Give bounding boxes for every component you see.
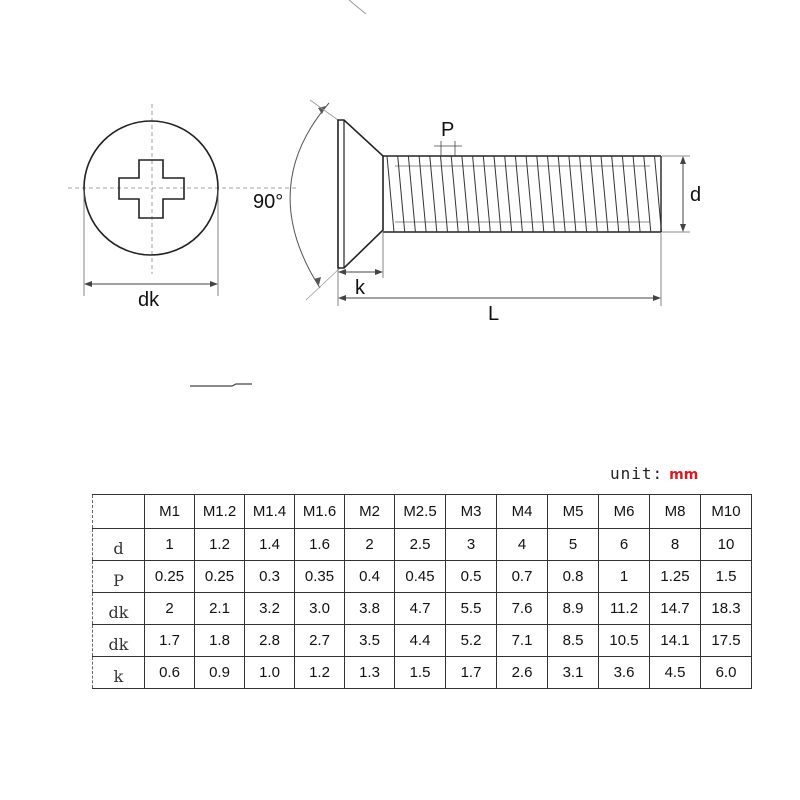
thread-crest: [441, 156, 448, 232]
size-header-cell: M5: [548, 495, 599, 529]
unit-value: mm: [669, 467, 699, 483]
spec-row: [93, 657, 752, 689]
thread-crest: [558, 156, 565, 232]
spec-cell: 10: [701, 529, 752, 561]
spec-cell: 2.1: [195, 593, 245, 625]
stray-mark-middle: [190, 384, 252, 386]
spec-cell: 1.6: [295, 529, 345, 561]
thread-crest: [569, 156, 576, 232]
spec-cell: 10.5: [599, 625, 650, 657]
spec-cell: 3.5: [345, 625, 395, 657]
spec-cell: 17.5: [701, 625, 752, 657]
spec-row: [93, 593, 752, 625]
spec-cell: 1.4: [245, 529, 295, 561]
thread-crest: [462, 156, 469, 232]
d-label: d: [690, 184, 702, 206]
spec-cell: 4.5: [650, 657, 701, 689]
thread-crest: [473, 156, 480, 232]
stray-mark-top: [349, 0, 366, 14]
thread-crest: [387, 156, 394, 232]
spec-cell: 0.35: [295, 561, 345, 593]
spec-cell: 2.8: [245, 625, 295, 657]
spec-cell: 1: [145, 529, 195, 561]
thread-crest: [612, 156, 619, 232]
spec-cell: 2: [345, 529, 395, 561]
thread-crest: [644, 156, 651, 232]
spec-cell: 0.9: [195, 657, 245, 689]
row-label: dk: [93, 593, 145, 625]
spec-cell: 14.7: [650, 593, 701, 625]
spec-table: [92, 494, 752, 689]
spec-cell: 18.3: [701, 593, 752, 625]
spec-cell: 1: [599, 561, 650, 593]
spec-cell: 5.5: [446, 593, 497, 625]
spec-cell: 0.6: [145, 657, 195, 689]
spec-cell: 3.1: [548, 657, 599, 689]
dk-label: dk: [138, 289, 160, 311]
spec-cell: 0.25: [195, 561, 245, 593]
spec-row: [93, 625, 752, 657]
thread-lines: [387, 156, 662, 232]
thread-crest: [580, 156, 587, 232]
thread-crest: [419, 156, 426, 232]
spec-cell: 3.0: [295, 593, 345, 625]
spec-cell: 1.8: [195, 625, 245, 657]
spec-cell: 8: [650, 529, 701, 561]
size-header-cell: M3: [446, 495, 497, 529]
size-header-cell: M1: [145, 495, 195, 529]
thread-crest: [590, 156, 597, 232]
spec-cell: 1.2: [295, 657, 345, 689]
spec-cell: 3.6: [599, 657, 650, 689]
size-header-cell: M1.2: [195, 495, 245, 529]
spec-cell: 1.0: [245, 657, 295, 689]
spec-cell: 4.7: [395, 593, 446, 625]
spec-cell: 1.7: [446, 657, 497, 689]
spec-table-body: [93, 495, 752, 689]
row-label: k: [93, 657, 145, 689]
spec-cell: 1.25: [650, 561, 701, 593]
size-header-cell: M4: [497, 495, 548, 529]
thread-crest: [601, 156, 608, 232]
size-header-cell: M2.5: [395, 495, 446, 529]
k-label: k: [355, 277, 365, 299]
thread-crest: [483, 156, 490, 232]
row-label: dk: [93, 625, 145, 657]
spec-cell: 0.7: [497, 561, 548, 593]
angle-label: 90°: [253, 191, 284, 213]
size-header-cell: M1.4: [245, 495, 295, 529]
spec-cell: 11.2: [599, 593, 650, 625]
size-header-cell: M10: [701, 495, 752, 529]
spec-cell: 0.5: [446, 561, 497, 593]
screw-side-view: [253, 100, 701, 325]
thread-crest: [537, 156, 544, 232]
thread-crest: [505, 156, 512, 232]
spec-cell: 0.8: [548, 561, 599, 593]
size-header-cell: M1.6: [295, 495, 345, 529]
spec-cell: 0.45: [395, 561, 446, 593]
spec-cell: 2.5: [395, 529, 446, 561]
spec-cell: 1.3: [345, 657, 395, 689]
corner-cell: [93, 495, 145, 529]
thread-crest: [408, 156, 415, 232]
spec-cell: 14.1: [650, 625, 701, 657]
spec-cell: 5.2: [446, 625, 497, 657]
spec-cell: 7.6: [497, 593, 548, 625]
size-header-row: [93, 495, 752, 529]
spec-cell: 1.2: [195, 529, 245, 561]
spec-cell: 0.3: [245, 561, 295, 593]
thread-crest: [515, 156, 522, 232]
thread-crest: [633, 156, 640, 232]
spec-cell: 3: [446, 529, 497, 561]
size-header-cell: M2: [345, 495, 395, 529]
thread-crest: [430, 156, 437, 232]
spec-row: [93, 561, 752, 593]
spec-cell: 2.6: [497, 657, 548, 689]
spec-cell: 3.8: [345, 593, 395, 625]
spec-cell: 8.5: [548, 625, 599, 657]
thread-crest: [494, 156, 501, 232]
spec-cell: 7.1: [497, 625, 548, 657]
L-label: L: [488, 303, 500, 325]
thread-crest: [622, 156, 629, 232]
row-label: d: [93, 529, 145, 561]
spec-cell: 4: [497, 529, 548, 561]
spec-cell: 4.4: [395, 625, 446, 657]
pitch-label: P: [441, 119, 455, 141]
spec-cell: 8.9: [548, 593, 599, 625]
spec-row: [93, 529, 752, 561]
size-header-cell: M8: [650, 495, 701, 529]
row-label: P: [93, 561, 145, 593]
spec-cell: 2: [145, 593, 195, 625]
size-header-cell: M6: [599, 495, 650, 529]
spec-cell: 1.5: [395, 657, 446, 689]
spec-cell: 5: [548, 529, 599, 561]
unit-caption: [610, 462, 698, 486]
spec-cell: 0.4: [345, 561, 395, 593]
thread-crest: [526, 156, 533, 232]
spec-cell: 3.2: [245, 593, 295, 625]
spec-cell: 1.5: [701, 561, 752, 593]
spec-cell: 6.0: [701, 657, 752, 689]
thread-crest: [451, 156, 458, 232]
spec-cell: 0.25: [145, 561, 195, 593]
spec-cell: 2.7: [295, 625, 345, 657]
spec-cell: 6: [599, 529, 650, 561]
spec-cell: 1.7: [145, 625, 195, 657]
unit-label: unit:: [610, 464, 664, 483]
thread-crest: [398, 156, 405, 232]
thread-crest: [548, 156, 555, 232]
